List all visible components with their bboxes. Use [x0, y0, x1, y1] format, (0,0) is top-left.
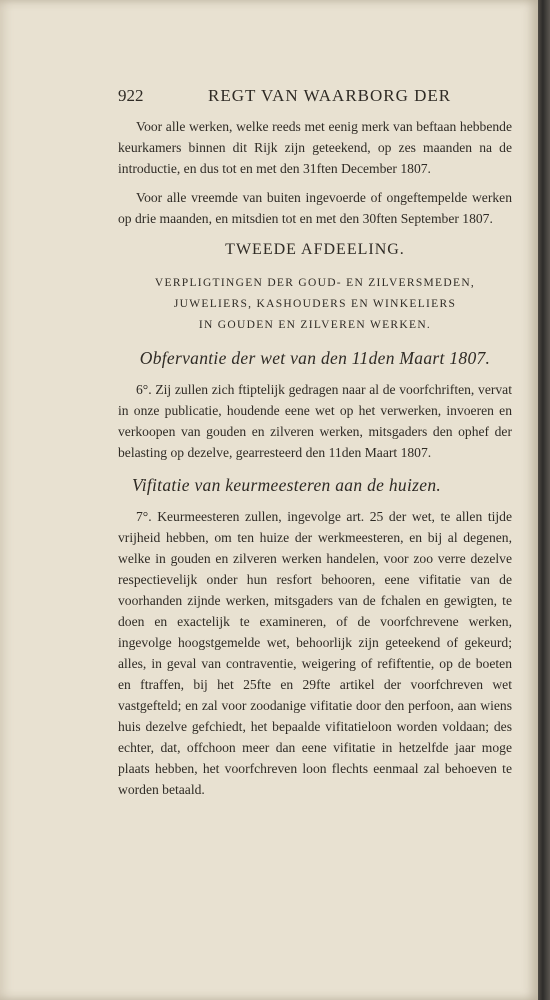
paragraph-2: Voor alle vreemde van buiten ingevoerde of ongeftempelde werken op drie maanden, en mitsdien tot en met den 30ften September 1807. [118, 190, 512, 226]
subheading-line: VERPLIGTINGEN DER GOUD- EN ZILVERSMEDEN, [154, 277, 476, 289]
article-7: 7°. Keurmeesteren zullen, ingevolge art. 25 der wet, te allen tijde vrijheid hebben, om ten huize der werkmeesteren, en bij al degenen, welke in gouden en zilveren werken handelen, voor zoo verre dezelve respectievelijk onder hun resfort behooren, eene vifitatie van de voorhanden zijnde werken, mitsgaders van de fchalen en gewigten, te doen en exactelijk te examineren, of de voorfchrevene werken, ingevolge hoogstgemelde wet, behoorlijk zijn geteekend of gekeurd; alles, in geval van contraventie, weigering of refiftentie, op de boeten en ftraffen, bij het 25fte en 29fte artikel der voorfchreven wet vastgefteld; en zal voor zoodanige vifitatie door den perfoon, aan wiens huis dezelve gefchiedt, het bepaalde vifitatieloon worden voldaan; des echter, dat, offchoon meer dan eene vifitatie in hetzelfde jaar moge plaats hebben, het voorfchreven loon flechts eenmaal zal behoeven te worden betaald. [118, 509, 512, 797]
article-6: 6°. Zij zullen zich ftiptelijk gedragen naar al de voorfchriften, vervat in onze publicatie, houdende eene wet op het verwerken, invoeren en verkoopen van gouden en zilveren werken, mitsgaders den ophef der belasting op dezelve, gearresteerd den 11den Maart 1807. [118, 382, 512, 460]
page-text [118, 86, 512, 800]
section-heading: TWEEDE AFDEELING. [225, 241, 405, 258]
subheading-line: JUWELIERS, KASHOUDERS EN WINKELIERS [173, 298, 457, 310]
paragraph-1: Voor alle werken, welke reeds met eenig merk van beftaan hebbende keurkamers binnen dit Rijk zijn geteekend, op zes maanden na de introductie, en dus tot en met den 31ften December 1807. [118, 119, 512, 176]
visitatie-heading: Vifitatie van keurmeesteren aan de huizen. [132, 475, 442, 495]
observantie-heading: Obfervantie der wet van den 11den Maart 1807. [139, 348, 491, 368]
running-title: REGT VAN WAARBORG DER [208, 86, 452, 105]
section-subheading [118, 273, 512, 336]
running-header [118, 86, 512, 116]
subheading-line: IN GOUDEN EN ZILVEREN WERKEN. [198, 319, 432, 331]
book-edge [538, 0, 550, 1000]
page-number: 922 [118, 86, 144, 105]
